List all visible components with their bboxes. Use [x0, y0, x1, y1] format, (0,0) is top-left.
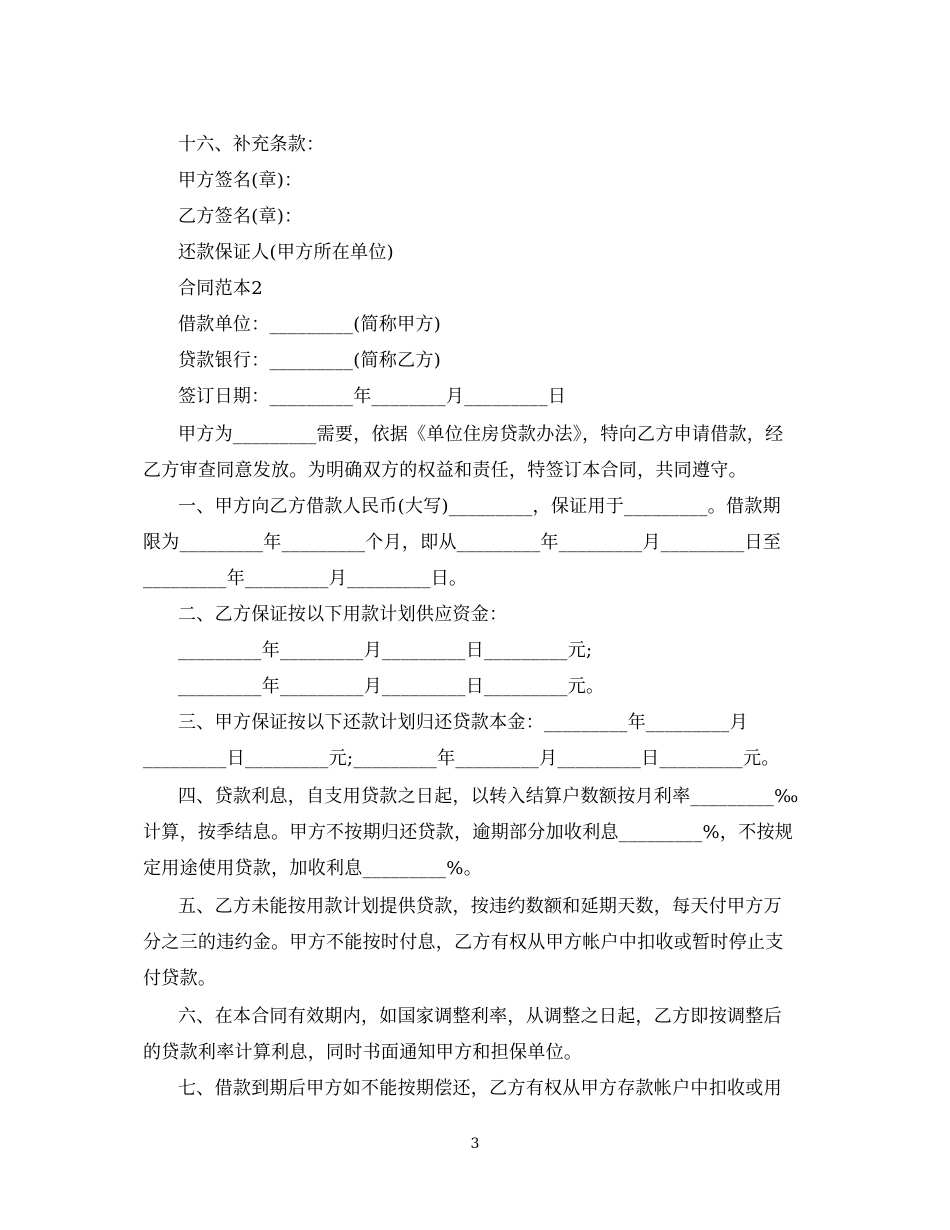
signing-date-line: 签订日期：_________年________月_________日 — [178, 386, 567, 407]
party-a-signature-label: 甲方签名(章)： — [178, 170, 303, 191]
clause-2-schedule-2: _________年_________月_________日_________元。 — [178, 676, 605, 697]
clause-6-line-1: 六、在本合同有效期内，如国家调整利率，从调整之日起，乙方即按调整后 — [178, 1006, 782, 1027]
clause-2-heading: 二、乙方保证按以下用款计划供应资金： — [178, 604, 508, 625]
clause-6-line-2: 的贷款利率计算利息，同时书面通知甲方和担保单位。 — [143, 1042, 583, 1063]
lending-bank-line: 贷款银行：_________(简称乙方) — [178, 350, 442, 371]
clause-4-line-3: 定用途使用贷款，加收利息_________%。 — [143, 858, 483, 879]
clause-5-line-2: 分之三的违约金。甲方不能按时付息，乙方有权从甲方帐户中扣收或暂时停止支 — [143, 932, 784, 953]
borrower-unit-line: 借款单位：_________(简称甲方) — [178, 314, 442, 335]
clause-5-line-3: 付贷款。 — [143, 968, 217, 989]
party-b-signature-label: 乙方签名(章)： — [178, 206, 303, 227]
clause-1-line-2: 限为_________年_________个月，即从_________年_________月_________日至 — [143, 532, 782, 553]
preamble-line-1: 甲方为_________需要，依据《单位住房贷款办法》，特向乙方申请借款，经 — [178, 424, 784, 445]
clause-7-line-1: 七、借款到期后甲方如不能按期偿还，乙方有权从甲方存款帐户中扣收或用 — [178, 1078, 782, 1099]
clause-16-heading: 十六、补充条款： — [178, 134, 325, 155]
guarantor-label: 还款保证人(甲方所在单位) — [178, 242, 394, 263]
preamble-line-2: 乙方审查同意发放。为明确双方的权益和责任，特签订本合同，共同遵守。 — [143, 460, 747, 481]
clause-4-line-1: 四、贷款利息，自支用贷款之日起，以转入结算户数额按月利率_________‰ — [178, 786, 799, 807]
contract-template-title: 合同范本2 — [178, 278, 263, 299]
clause-1-line-1: 一、甲方向乙方借款人民币(大写)_________，保证用于_________。借款期 — [178, 496, 781, 517]
clause-3-line-1: 三、甲方保证按以下还款计划归还贷款本金：_________年_________月 — [178, 712, 748, 733]
page-number: 3 — [470, 1136, 480, 1152]
clause-5-line-1: 五、乙方未能按用款计划提供贷款，按违约数额和延期天数，每天付甲方万 — [178, 896, 782, 917]
clause-1-line-3: _________年_________月_________日。 — [143, 568, 468, 589]
clause-3-line-2: _________日_________元;_________年_________月_________日_________元。 — [143, 748, 780, 769]
clause-4-line-2: 计算，按季结息。甲方不按期归还贷款，逾期部分加收利息_________%，不按规 — [143, 822, 794, 843]
clause-2-schedule-1: _________年_________月_________日_________元; — [178, 640, 593, 661]
